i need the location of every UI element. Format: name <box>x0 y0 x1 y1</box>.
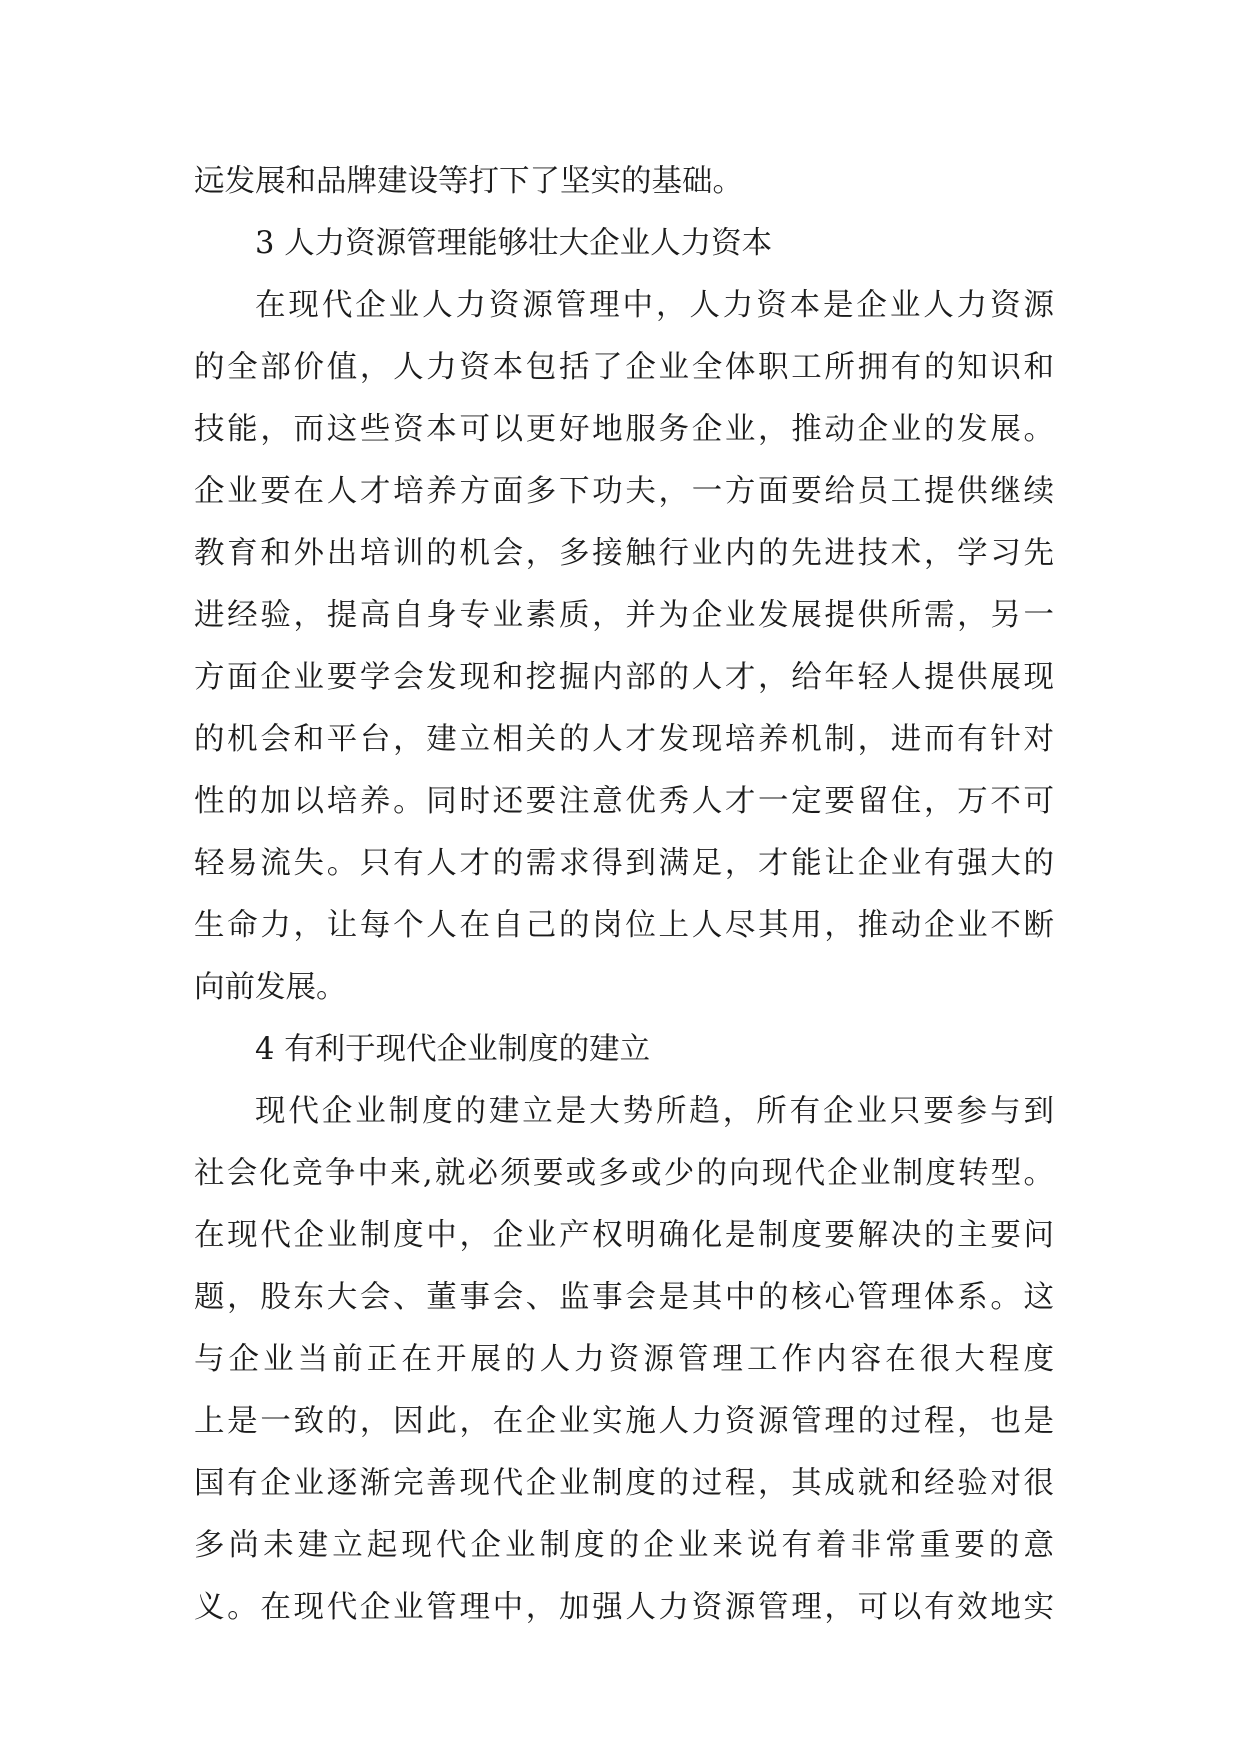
paragraph-line: 多尚未建立起现代企业制度的企业来说有着非常重要的意 <box>194 1528 1054 1563</box>
document-body <box>194 151 1054 1639</box>
paragraph-line: 进经验，提高自身专业素质，并为企业发展提供所需，另一 <box>194 598 1054 633</box>
paragraph-line: 方面企业要学会发现和挖掘内部的人才，给年轻人提供展现 <box>194 660 1054 695</box>
paragraph-line: 远发展和品牌建设等打下了坚实的基础。 <box>194 164 743 199</box>
paragraph-line: 在现代企业人力资源管理中，人力资本是企业人力资源 <box>255 288 1054 323</box>
paragraph-line: 题，股东大会、董事会、监事会是其中的核心管理体系。这 <box>194 1280 1054 1315</box>
paragraph-line: 向前发展。 <box>194 970 347 1005</box>
paragraph-line: 国有企业逐渐完善现代企业制度的过程，其成就和经验对很 <box>194 1466 1054 1501</box>
paragraph-line: 生命力，让每个人在自己的岗位上人尽其用，推动企业不断 <box>194 908 1054 943</box>
section-heading: 3 人力资源管理能够壮大企业人力资本 <box>255 226 773 261</box>
paragraph-line: 企业要在人才培养方面多下功夫，一方面要给员工提供继续 <box>194 474 1054 509</box>
paragraph-line: 的全部价值，人力资本包括了企业全体职工所拥有的知识和 <box>194 350 1054 385</box>
paragraph-line: 的机会和平台，建立相关的人才发现培养机制，进而有针对 <box>194 722 1054 757</box>
paragraph-line: 教育和外出培训的机会，多接触行业内的先进技术，学习先 <box>194 536 1054 571</box>
paragraph-line: 现代企业制度的建立是大势所趋，所有企业只要参与到 <box>255 1094 1054 1129</box>
section-heading: 4 有利于现代企业制度的建立 <box>255 1032 651 1067</box>
paragraph-line: 义。在现代企业管理中，加强人力资源管理，可以有效地实 <box>194 1590 1054 1625</box>
paragraph-line: 社会化竞争中来,就必须要或多或少的向现代企业制度转型。 <box>194 1156 1054 1191</box>
paragraph-line: 技能，而这些资本可以更好地服务企业，推动企业的发展。 <box>194 412 1054 447</box>
paragraph-line: 与企业当前正在开展的人力资源管理工作内容在很大程度 <box>194 1342 1054 1377</box>
paragraph-line: 轻易流失。只有人才的需求得到满足，才能让企业有强大的 <box>194 846 1054 881</box>
paragraph-line: 性的加以培养。同时还要注意优秀人才一定要留住，万不可 <box>194 784 1054 819</box>
paragraph-line: 在现代企业制度中，企业产权明确化是制度要解决的主要问 <box>194 1218 1054 1253</box>
paragraph-line: 上是一致的，因此，在企业实施人力资源管理的过程，也是 <box>194 1404 1054 1439</box>
